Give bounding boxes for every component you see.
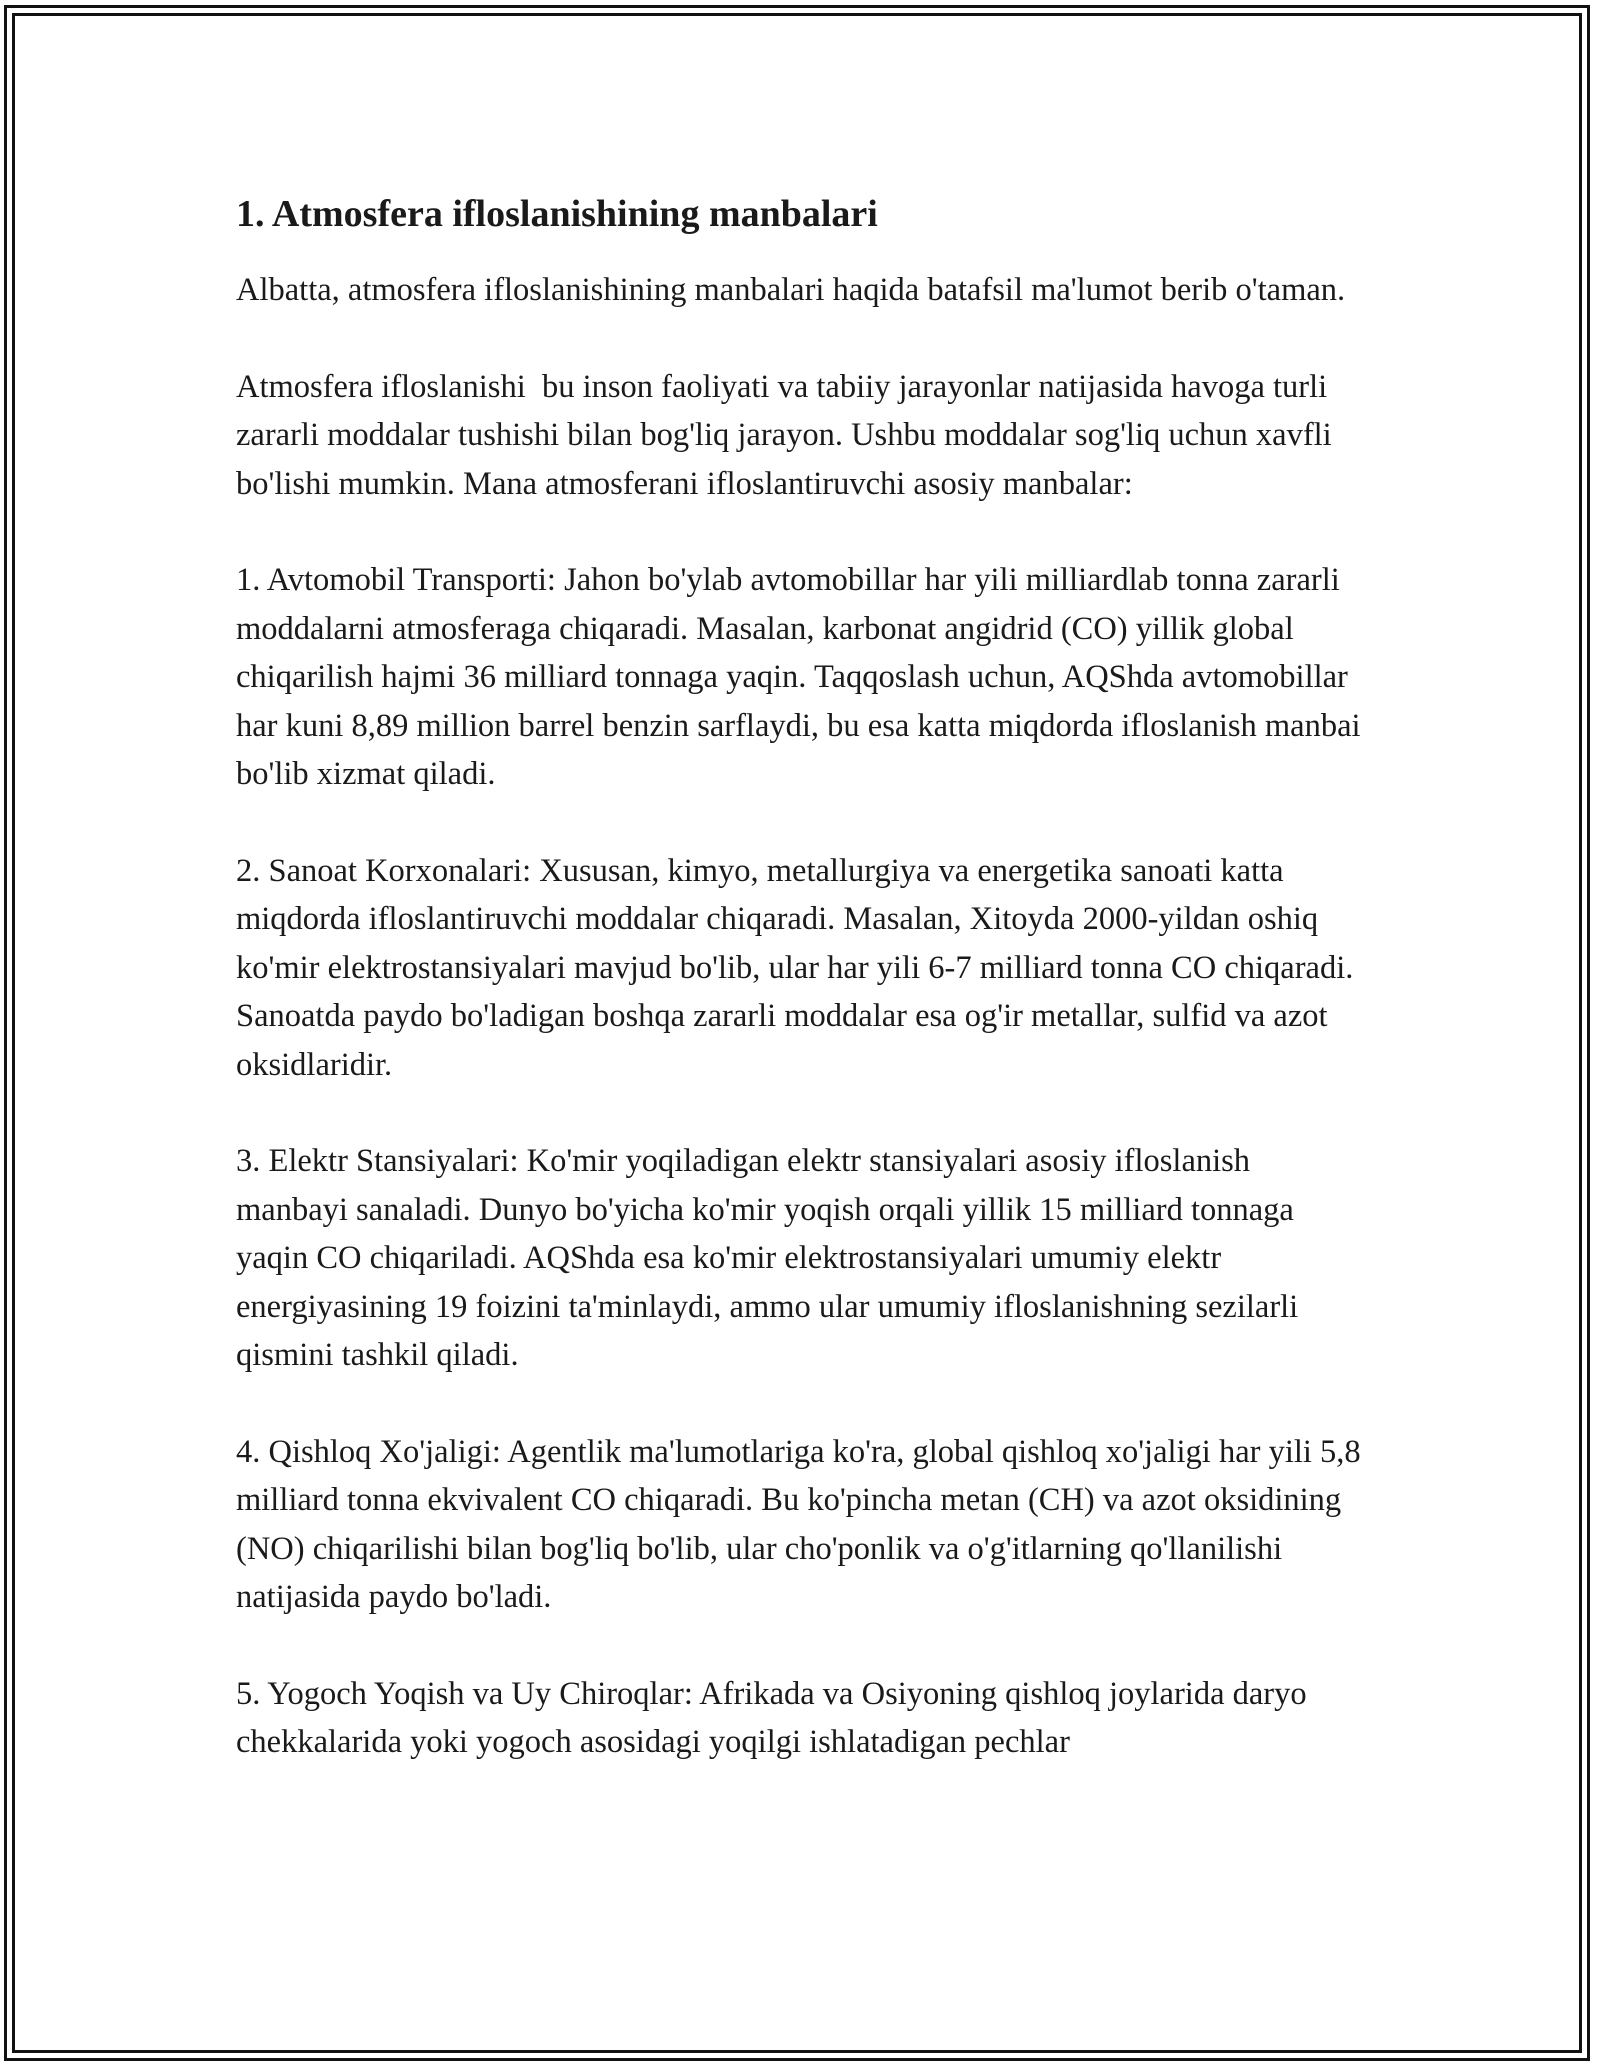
paragraph-definition: Atmosfera ifloslanishi bu inson faoliyati va tabiiy jarayonlar natijasida havoga turli zararli moddalar tushishi bilan bog'liq jarayon. Ushbu moddalar sog'liq uchun xavfli bo'lishi mumkin. Mana atmosferani ifloslantiruvchi asosiy manbalar: [236, 368, 1340, 502]
paragraph-industry: 2. Sanoat Korxonalari: Xususan, kimyo, metallurgiya va energetika sanoati katta miqdorda ifloslantiruvchi moddalar chiqaradi. Masalan, Xitoyda 2000-yildan oshiq ko'mir elektrostansiyalari mavjud bo'lib, ular har yili 6-7 milliard tonna CO chiqaradi. Sanoatda paydo bo'ladigan boshqa zararli moddalar esa og'ir metallar, sulfid va azot oksidlaridir. [236, 852, 1362, 1083]
paragraph-transport: 1. Avtomobil Transporti: Jahon bo'ylab avtomobillar har yili milliardlab tonna zararli moddalarni atmosferaga chiqaradi. Masalan, karbonat angidrid (CO) yillik global chiqarilish hajmi 36 milliard tonnaga yaqin. Taqqoslash uchun, AQShda avtomobillar har kuni 8,89 million barrel benzin sarflaydi, bu esa katta miqdorda ifloslanish manbai bo'lib xizmat qiladi. [236, 562, 1369, 792]
document-body [236, 190, 1369, 1815]
section-heading: 1. Atmosfera ifloslanishining manbalari [236, 193, 878, 235]
paragraph-intro: Albatta, atmosfera ifloslanishining manbalari haqida batafsil ma'lumot berib o'taman. [236, 272, 1346, 308]
paragraph-agriculture: 4. Qishloq Xo'jaligi: Agentlik ma'lumotlariga ko'ra, global qishloq xo'jaligi har yili 5,8 milliard tonna ekvivalent CO chiqaradi. Bu ko'pincha metan (CH) va azot oksidining (NO) chiqarilishi bilan bog'liq bo'lib, ular cho'ponlik va o'g'itlarning qo'llanilishi natijasida paydo bo'ladi. [236, 1433, 1369, 1615]
paragraph-power-plants: 3. Elektr Stansiyalari: Ko'mir yoqiladigan elektr stansiyalari asosiy ifloslanish manbayi sanaladi. Dunyo bo'yicha ko'mir yoqish orqali yillik 15 milliard tonnaga yaqin CO chiqariladi. AQShda esa ko'mir elektrostansiyalari umumiy elektr energiyasining 19 foizini ta'minlaydi, ammo ular umumiy ifloslanishning sezilarli qismini tashkil qiladi. [236, 1143, 1307, 1373]
paragraph-wood-burning: 5. Yogoch Yoqish va Uy Chiroqlar: Afrikada va Osiyoning qishloq joylarida daryo chekkalarida yoki yogoch asosidagi yoqilgi ishlatadigan pechlar [236, 1675, 1315, 1760]
